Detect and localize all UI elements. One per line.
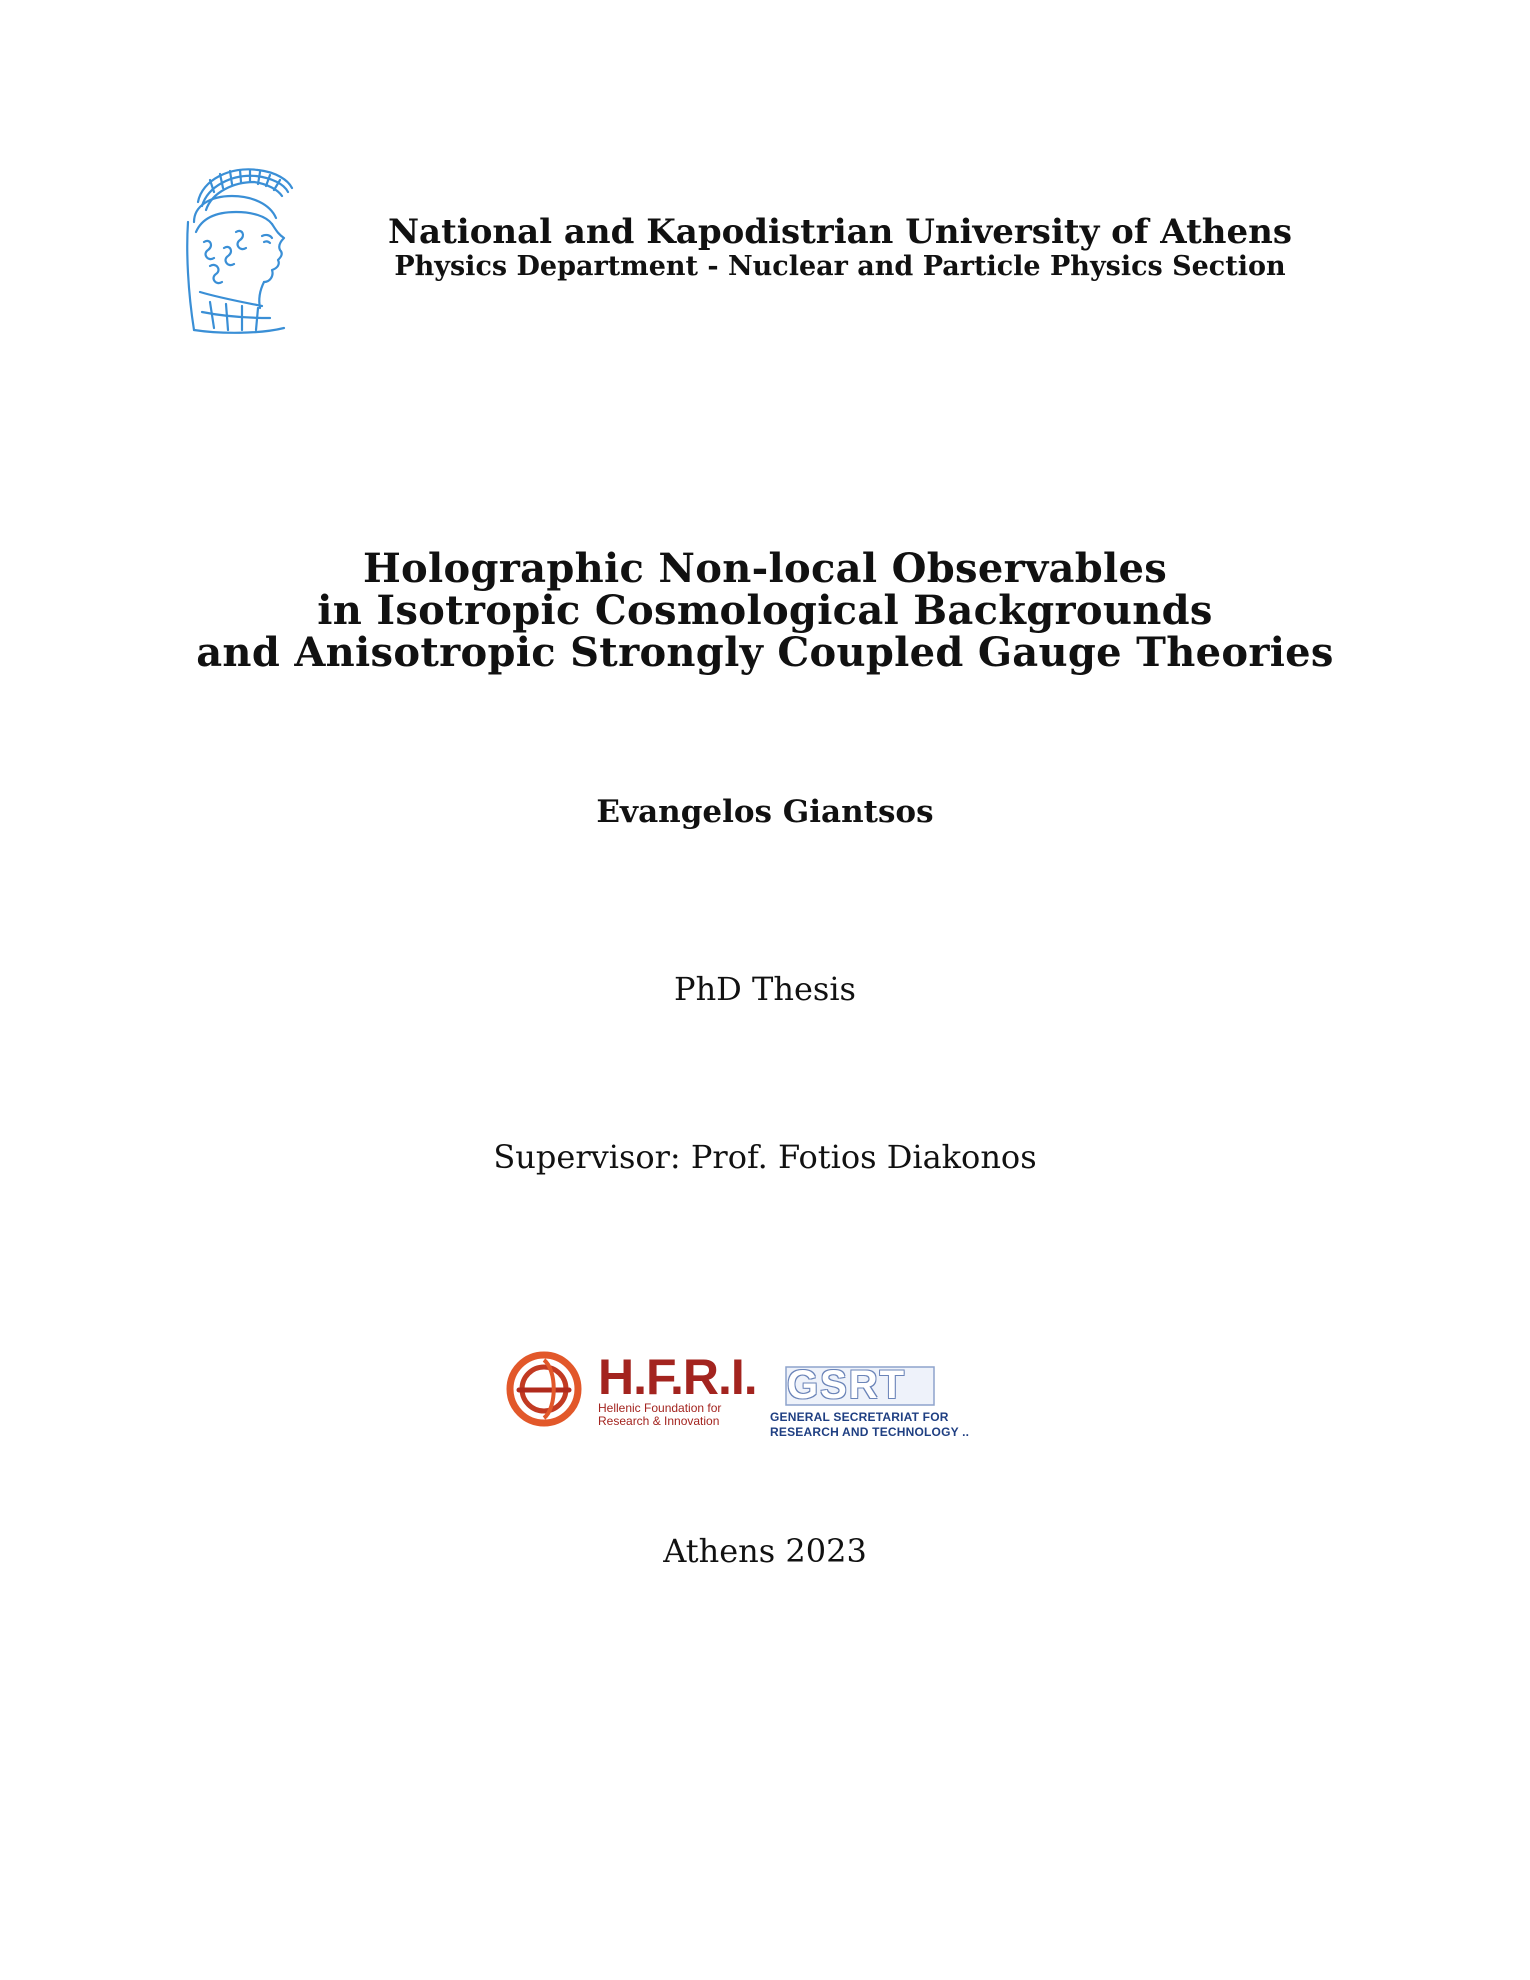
athena-head-crest-icon [180,162,300,338]
gsrt-logo [770,1363,980,1446]
hfri-name: H.F.R.I. [598,1349,757,1405]
thesis-title-line: and Anisotropic Strongly Coupled Gauge Theories [196,629,1334,676]
degree-type: PhD Thesis [674,970,856,1008]
gsrt-subtitle [770,1410,1000,1440]
department-name: Physics Department - Nuclear and Particle Physics Section [394,251,1286,282]
hfri-subtitle: Research & Innovation [598,1414,720,1428]
hfri-logo [505,1349,757,1430]
gsrt-subtitle-line: RESEARCH AND TECHNOLOGY .. [770,1425,970,1439]
thesis-title [0,545,1530,676]
university-name: National and Kapodistrian University of Athens [387,212,1293,252]
hfri-subtitle: Hellenic Foundation for [598,1401,722,1415]
hfri-text [598,1349,757,1428]
thesis-title-line: in Isotropic Cosmological Backgrounds [317,587,1213,634]
supervisor-line: Supervisor: Prof. Fotios Diakonos [493,1138,1037,1176]
place-and-date: Athens 2023 [663,1532,867,1570]
author-name: Evangelos Giantsos [596,794,934,830]
gsrt-subtitle-line: GENERAL SECRETARIAT FOR [770,1410,949,1424]
gsrt-mark-text: GSRT [787,1363,907,1407]
hfri-emblem-icon [505,1350,583,1428]
thesis-title-line: Holographic Non-local Observables [362,545,1168,592]
university-header [340,212,1340,282]
